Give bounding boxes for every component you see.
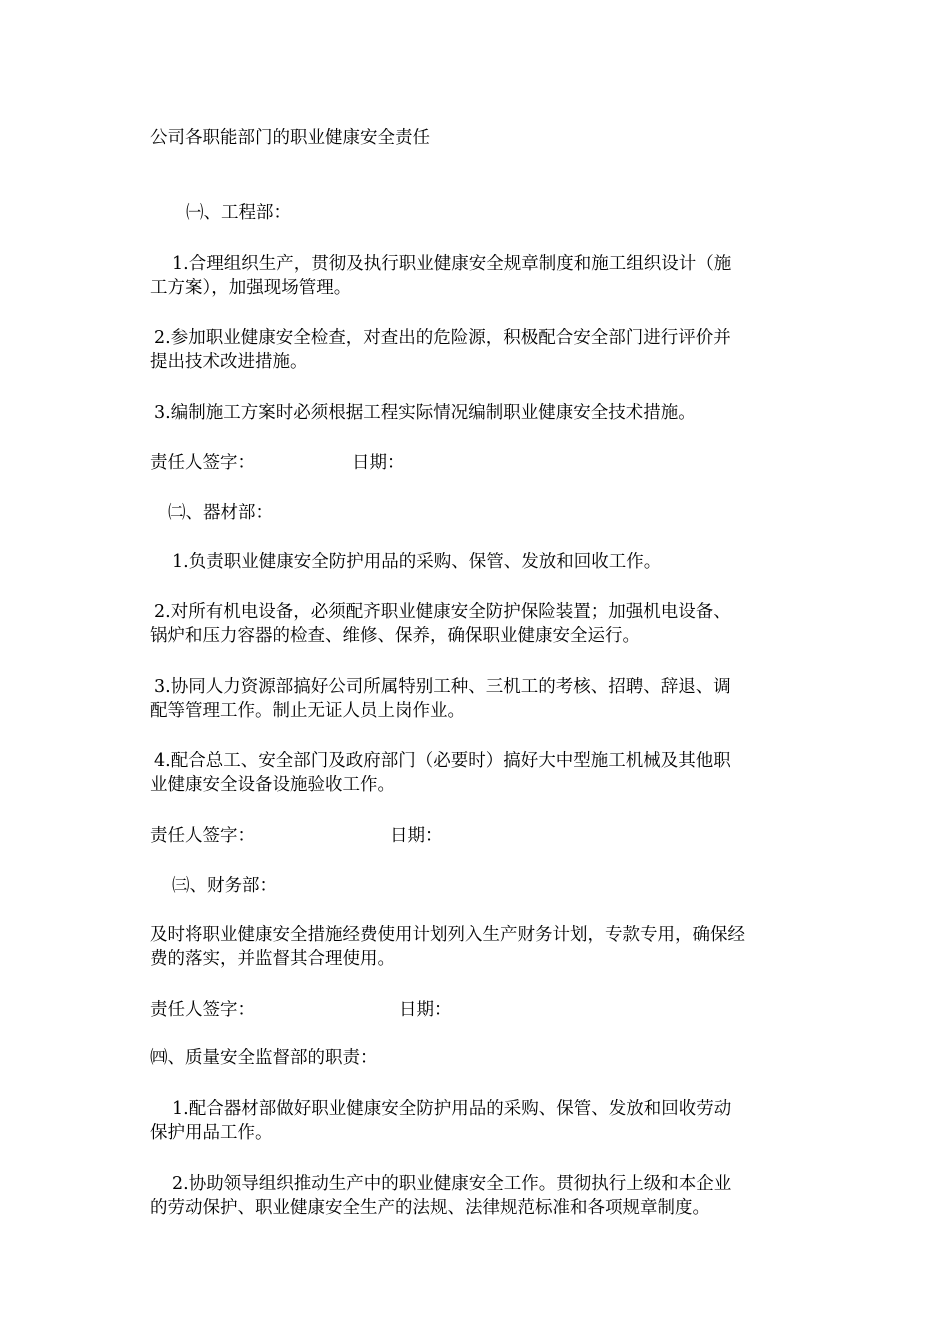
equipment-item-3-line-2: 配等管理工作。制止无证人员上岗作业。 [150,701,465,721]
equipment-item-2-line-1: 2.对所有机电设备，必须配齐职业健康安全防护保险装置；加强机电设备、 [154,602,731,622]
equipment-item-2-line-2: 锅炉和压力容器的检查、维修、保养，确保职业健康安全运行。 [150,626,640,646]
equipment-item-4-line-2: 业健康安全设备设施验收工作。 [150,775,395,795]
quality-item-2-line-2: 的劳动保护、职业健康安全生产的法规、法律规范标准和各项规章制度。 [150,1198,710,1218]
quality-item-1-line-2: 保护用品工作。 [150,1123,273,1143]
section-heading-quality-safety: ㈣、质量安全监督部的职责： [150,1048,378,1068]
engineering-item-1-line-1: 1.合理组织生产，贯彻及执行职业健康安全规章制度和施工组织设计（施 [172,254,732,274]
finance-item-1-line-2: 费的落实，并监督其合理使用。 [150,949,395,969]
equipment-item-3-line-1: 3.协同人力资源部搞好公司所属特别工种、三机工的考核、招聘、辞退、调 [154,677,731,697]
finance-date-label: 日期： [399,1000,452,1020]
finance-item-1-line-1: 及时将职业健康安全措施经费使用计划列入生产财务计划，专款专用，确保经 [150,925,745,945]
equipment-signature-label: 责任人签字： [150,826,255,846]
equipment-date-label: 日期： [390,826,443,846]
section-heading-engineering: ㈠、工程部： [186,203,291,223]
document-title: 公司各职能部门的职业健康安全责任 [150,128,430,148]
engineering-signature-label: 责任人签字： [150,453,255,473]
engineering-item-2-line-1: 2.参加职业健康安全检查，对查出的危险源，积极配合安全部门进行评价并 [154,328,731,348]
finance-signature-label: 责任人签字： [150,1000,255,1020]
engineering-date-label: 日期： [352,453,405,473]
engineering-item-2-line-2: 提出技术改进措施。 [150,352,308,372]
section-heading-equipment: ㈡、器材部： [168,503,273,523]
quality-item-2-line-1: 2.协助领导组织推动生产中的职业健康安全工作。贯彻执行上级和本企业 [172,1174,732,1194]
engineering-item-3: 3.编制施工方案时必须根据工程实际情况编制职业健康安全技术措施。 [154,403,696,423]
section-heading-finance: ㈢、财务部： [172,876,277,896]
equipment-item-4-line-1: 4.配合总工、安全部门及政府部门（必要时）搞好大中型施工机械及其他职 [154,751,731,771]
quality-item-1-line-1: 1.配合器材部做好职业健康安全防护用品的采购、保管、发放和回收劳动 [172,1099,732,1119]
engineering-item-1-line-2: 工方案），加强现场管理。 [150,278,352,298]
equipment-item-1: 1.负责职业健康安全防护用品的采购、保管、发放和回收工作。 [172,552,662,572]
